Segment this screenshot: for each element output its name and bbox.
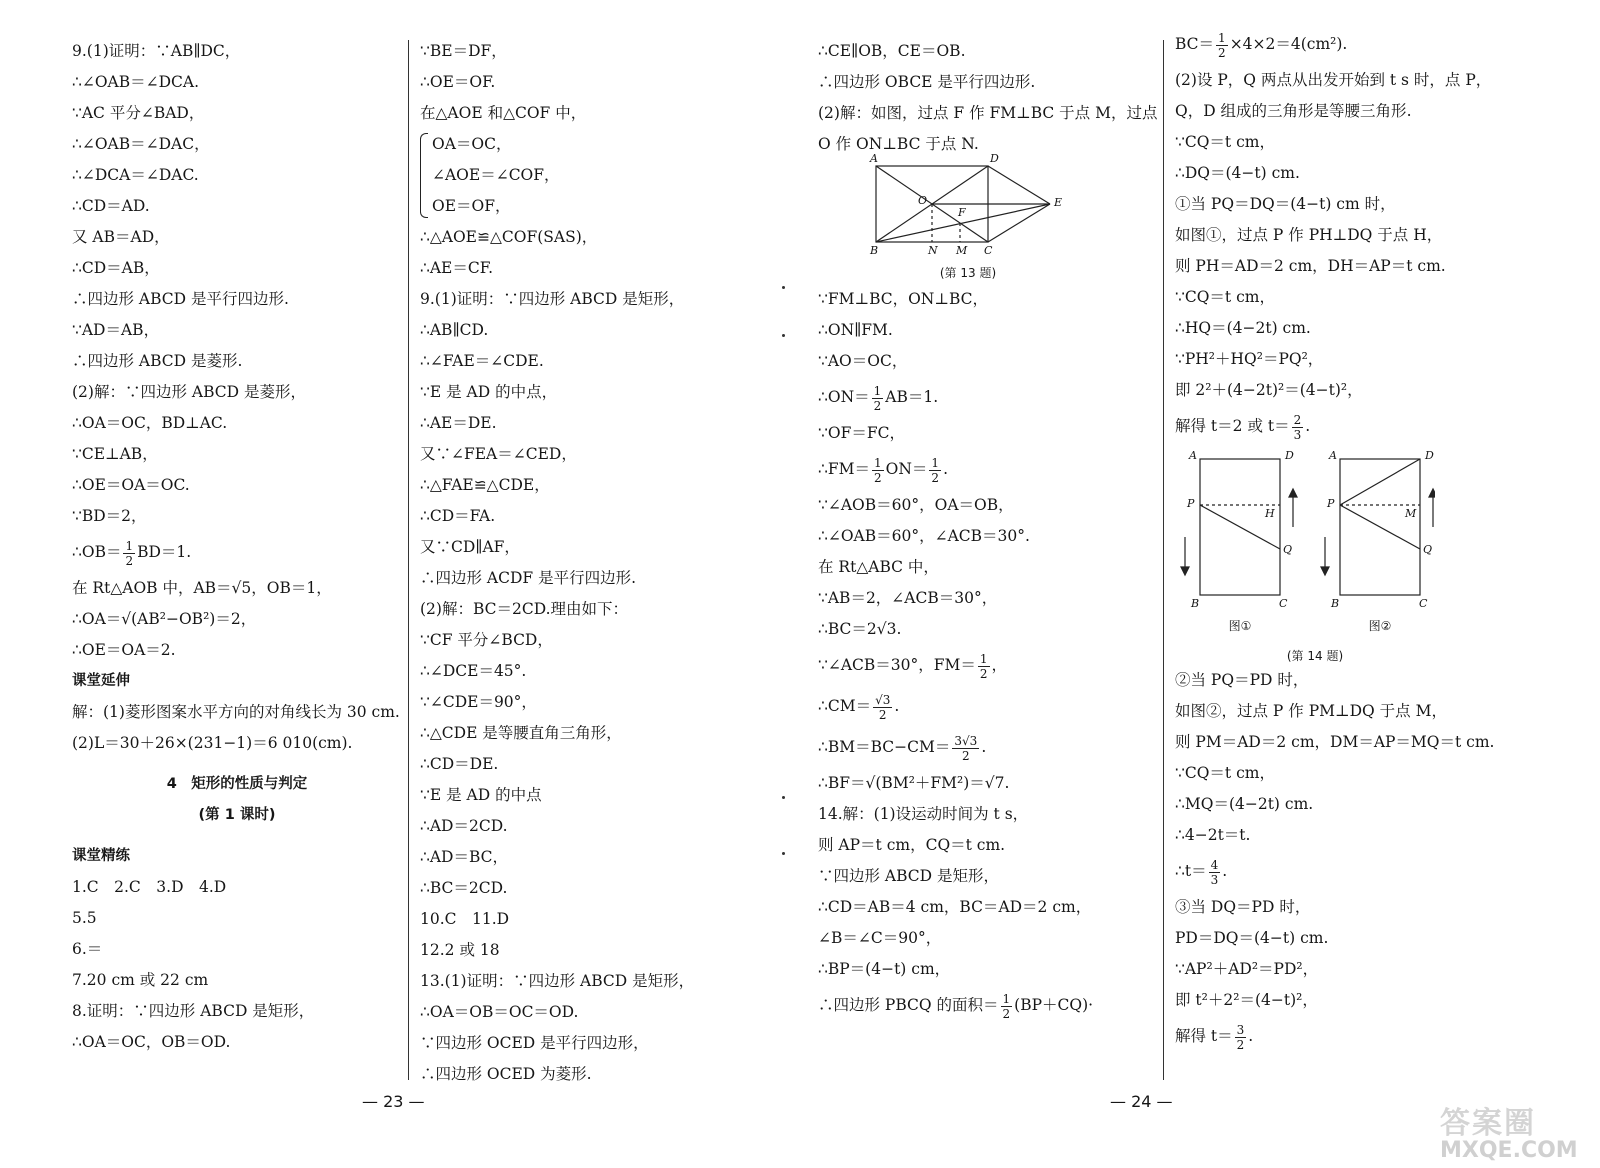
figure-label: A [870,152,878,165]
text-line: 1.C 2.C 3.D 4.D [72,878,227,896]
text-line: ∵四边形 OCED 是平行四边形， [420,1034,649,1052]
figure-label: A [1329,449,1337,462]
text-line: ∴OA＝√(AB²−OB²)＝2， [72,610,257,628]
figure-label: P [1187,497,1195,510]
text-line: ∴CD＝FA. [420,507,496,525]
text-line: ∵∠CDE＝90°， [420,693,537,711]
text-line: (2)L＝30＋26×(231−1)＝6 010(cm). [72,734,353,752]
column-2 [420,36,790,1090]
text-line: (2)解：BC＝2CD.理由如下： [420,600,629,618]
text-line: ∴ON∥FM. [818,321,893,339]
text-line: ∵FM⊥BC，ON⊥BC， [818,290,988,308]
text-line: ∵PH²＋HQ²＝PQ²， [1175,350,1324,368]
text-line: 在 Rt△ABC 中， [818,558,939,576]
section-heading: 课堂精练 [72,848,130,864]
text-line: ∠AOE＝∠COF， [432,166,560,184]
text-line: ∵CF 平分∠BCD， [420,631,553,649]
watermark-logo [1440,1098,1590,1164]
text-line: ∴AD＝BC， [420,848,509,866]
text-line: (2)解：如图，过点 F 作 FM⊥BC 于点 M，过点 [818,104,1158,122]
text-line: ∴BF＝√(BM²＋FM²)＝√7. [818,774,1010,792]
text-line: ∴四边形 ABCD 是平行四边形. [72,290,289,308]
figure-label: M [956,244,968,257]
text-line: ∴四边形 ABCD 是菱形. [72,352,243,370]
text-line: ∴4−2t＝t. [1175,826,1251,844]
text-line: ∴CD＝AB＝4 cm，BC＝AD＝2 cm， [818,898,1092,916]
text-line: ∵E 是 AD 的中点， [420,383,558,401]
figure-13 [818,152,1158,284]
text-line: ∴t＝ $\frac{4}{3}$ . [1175,857,1228,887]
figure-label: D [1285,449,1294,462]
text-line: ∴AD＝2CD. [420,817,508,835]
fraction: $\frac{2}{3}$ [1293,412,1302,442]
fraction: $\frac{4}{3}$ [1210,857,1219,887]
text-line: ∴BC＝2CD. [420,879,508,897]
text-line: ∴四边形 OCED 为菱形. [420,1065,592,1083]
text-line: 9.(1)证明：∵四边形 ABCD 是矩形， [420,290,685,308]
text-line: 8.证明：∵四边形 ABCD 是矩形， [72,1002,315,1020]
figure-label: M [1405,507,1417,520]
fraction: $\frac{3√3}{2}$ [954,733,978,763]
text-line: 又∵CD∥AF， [420,538,520,556]
figure-label: A [1189,449,1197,462]
text-line: ∵AC 平分∠BAD， [72,104,205,122]
text-line: ∴△AOE≌△COF(SAS)， [420,228,598,246]
figure-label: D [1425,449,1434,462]
text-line: ∵四边形 ABCD 是矩形， [818,867,1000,885]
text-line: 解：(1)菱形图案水平方向的对角线长为 30 cm. [72,703,400,721]
text-line: 5.5 [72,909,97,927]
figure-label: O [918,194,928,207]
watermark-bottom-text: MXQE.COM [1440,1138,1578,1163]
text-line: ∵CQ＝t cm， [1175,288,1275,306]
text-line: 即 2²＋(4−2t)²＝(4−t)²， [1175,381,1363,399]
text-line: ∴AE＝CF. [420,259,493,277]
text-line: O 作 ON⊥BC 于点 N. [818,135,979,153]
brace-system [420,129,790,222]
figure-label: H [1265,507,1275,520]
figure-caption: (第 14 题) [1286,649,1344,663]
text-line: 则 PM＝AD＝2 cm，DM＝AP＝MQ＝t cm. [1175,733,1495,751]
text-line: ∴AE＝DE. [420,414,497,432]
figure-label: B [1331,597,1340,610]
section-title: 4 矩形的性质与判定 [166,776,308,792]
text-line: 10.C 11.D [420,910,510,928]
figure-label: N [928,244,938,257]
figure-label: B [1191,597,1200,610]
text-line: ∵AD＝AB， [72,321,160,339]
figure-label: Q [1283,543,1293,556]
text-line: PD＝DQ＝(4−t) cm. [1175,929,1329,947]
figure-label: F [958,206,966,219]
text-line: ∠B＝∠C＝90°， [818,929,942,947]
text-line: ∴四边形 PBCQ 的面积＝ $\frac{1}{2}$ (BP＋CQ)· [818,991,1094,1021]
text-line: 又∵∠FEA＝∠CED， [420,445,577,463]
text-line: ∵CE⊥AB， [72,445,158,463]
text-line: ∴CE∥OB，CE＝OB. [818,42,966,60]
page-number-left: — 23 — [362,1092,425,1111]
text-line: ∴MQ＝(4−2t) cm. [1175,795,1314,813]
fraction: $\frac{1}{2}$ [979,651,988,681]
text-line: ∴四边形 ACDF 是平行四边形. [420,569,637,587]
text-line: ∴ON＝ $\frac{1}{2}$ AB＝1. [818,383,939,413]
watermark-top-text: 答案圈 [1440,1106,1536,1141]
text-line: 13.(1)证明：∵四边形 ABCD 是矩形， [420,972,695,990]
figure-caption: (第 13 题) [939,266,997,280]
text-line: ∵∠ACB＝30°，FM＝ $\frac{1}{2}$ ， [818,651,1008,681]
text-line: OE＝OF， [432,197,511,215]
text-line: ∵AB＝2，∠ACB＝30°， [818,589,998,607]
text-line: ∴∠DCE＝45°. [420,662,527,680]
text-line: ∵BE＝DF， [420,42,507,60]
text-line: ∴DQ＝(4−t) cm. [1175,164,1300,182]
text-line: ∴OA＝OB＝OC＝OD. [420,1003,579,1021]
figure-label: C [1419,597,1428,610]
fraction: $\frac{1}{2}$ [125,538,134,568]
column-divider [1163,40,1164,1080]
text-line: 解得 t＝ $\frac{3}{2}$ . [1175,1022,1254,1052]
text-line: ∴BC＝2√3. [818,620,902,638]
fraction: $\frac{3}{2}$ [1236,1022,1245,1052]
text-line: ①当 PQ＝DQ＝(4−t) cm 时， [1175,195,1396,213]
text-line: 12.2 或 18 [420,941,500,959]
figure-label: D [990,152,999,165]
text-line: OA＝OC， [432,135,512,153]
text-line: ∵CQ＝t cm， [1175,764,1275,782]
text-line: ∴OB＝ $\frac{1}{2}$ BD＝1. [72,538,192,568]
text-line: ∵E 是 AD 的中点 [420,786,542,804]
text-line: (2)设 P，Q 两点从出发开始到 t s 时，点 P， [1175,71,1492,89]
text-line: 如图②，过点 P 作 PM⊥DQ 于点 M， [1175,702,1447,720]
text-line: ∴OE＝OA＝OC. [72,476,190,494]
fraction: $\frac{1}{2}$ [874,455,882,485]
figure-14-diagram [1175,447,1435,617]
text-line: 即 t²＋2²＝(4−t)²， [1175,991,1318,1009]
text-line: ∴OE＝OF. [420,73,496,91]
text-line: BC＝ $\frac{1}{2}$ ×4×2＝4(cm²). [1175,30,1348,60]
text-line: 在 Rt△AOB 中，AB＝√5，OB＝1， [72,579,332,597]
text-line: ∴△FAE≌△CDE， [420,476,550,494]
figure-label: C [1279,597,1288,610]
figure-label: P [1327,497,1335,510]
figure-label: B [870,244,879,257]
fraction: $\frac{1}{2}$ [1002,991,1011,1021]
text-line: 9.(1)证明：∵AB∥DC， [72,42,241,60]
figure-label: Q [1423,543,1433,556]
text-line: ∴∠DCA＝∠DAC. [72,166,199,184]
figure-1-label: 图① [1228,619,1252,633]
text-line: ∴BM＝BC−CM＝ $\frac{3√3}{2}$ . [818,733,987,763]
text-line: ∵CQ＝t cm， [1175,133,1275,151]
figure-2-label: 图② [1368,619,1392,633]
lesson-label: (第 1 课时) [198,807,276,823]
text-line: ∴AB∥CD. [420,321,489,339]
text-line: ∴△CDE 是等腰直角三角形， [420,724,622,742]
text-line: ∴OE＝OA＝2. [72,641,176,659]
text-line: ∴CD＝AB， [72,259,160,277]
text-line: 6.＝ [72,940,103,958]
text-line: ∵AP²＋AD²＝PD²， [1175,960,1319,978]
fraction: $\frac{1}{2}$ [931,455,940,485]
text-line: ∴∠FAE＝∠CDE. [420,352,544,370]
text-line: ∴四边形 OBCE 是平行四边形. [818,73,1036,91]
text-line: ∴CM＝ $\frac{√3}{2}$ . [818,692,900,722]
text-line: ③当 DQ＝PD 时， [1175,898,1311,916]
text-line: ∵BD＝2， [72,507,147,525]
text-line: ∴HQ＝(4−2t) cm. [1175,319,1311,337]
text-line: ∴∠OAB＝∠DAC， [72,135,210,153]
text-line: ∴∠OAB＝∠DCA. [72,73,200,91]
text-line: ∵AO＝OC， [818,352,908,370]
column-4 [1175,30,1585,1057]
text-line: ∵∠AOB＝60°，OA＝OB， [818,496,1014,514]
text-line: 如图①，过点 P 作 PH⊥DQ 于点 H， [1175,226,1443,244]
text-line: ∴FM＝ $\frac{1}{2}$ ON＝ $\frac{1}{2}$ . [818,455,948,485]
text-line: ∴OA＝OC，OB＝OD. [72,1033,231,1051]
text-line: ∴∠OAB＝60°，∠ACB＝30°. [818,527,1030,545]
text-line: (2)解：∵四边形 ABCD 是菱形， [72,383,306,401]
section-heading: 课堂延伸 [72,673,130,689]
text-line: ∴CD＝DE. [420,755,499,773]
text-line: 7.20 cm 或 22 cm [72,971,209,989]
figure-label: E [1054,196,1063,209]
text-line: Q，D 组成的三角形是等腰三角形. [1175,102,1412,120]
text-line: ∴CD＝AD. [72,197,150,215]
figure-14 [1175,447,1585,665]
text-line: 则 PH＝AD＝2 cm，DH＝AP＝t cm. [1175,257,1446,275]
text-line: ∴OA＝OC，BD⊥AC. [72,414,228,432]
text-line: ∵OF＝FC， [818,424,905,442]
figure-label: C [984,244,993,257]
column-divider [408,40,409,1080]
text-line: 在△AOE 和△COF 中， [420,104,587,122]
text-line: 则 AP＝t cm，CQ＝t cm. [818,836,1006,854]
fraction: $\frac{1}{2}$ [873,383,882,413]
fraction: $\frac{√3}{2}$ [875,692,891,722]
text-line: 又 AB＝AD， [72,228,170,246]
page-number-right: — 24 — [1110,1092,1173,1111]
text-line: ②当 PQ＝PD 时， [1175,671,1309,689]
text-line: ∴BP＝(4−t) cm， [818,960,951,978]
column-1 [72,36,402,1058]
text-line: 14.解：(1)设运动时间为 t s， [818,805,1029,823]
fraction: $\frac{1}{2}$ [1218,30,1226,60]
text-line: 解得 t＝2 或 t＝ $\frac{2}{3}$ . [1175,412,1311,442]
column-3 [818,36,1158,1026]
